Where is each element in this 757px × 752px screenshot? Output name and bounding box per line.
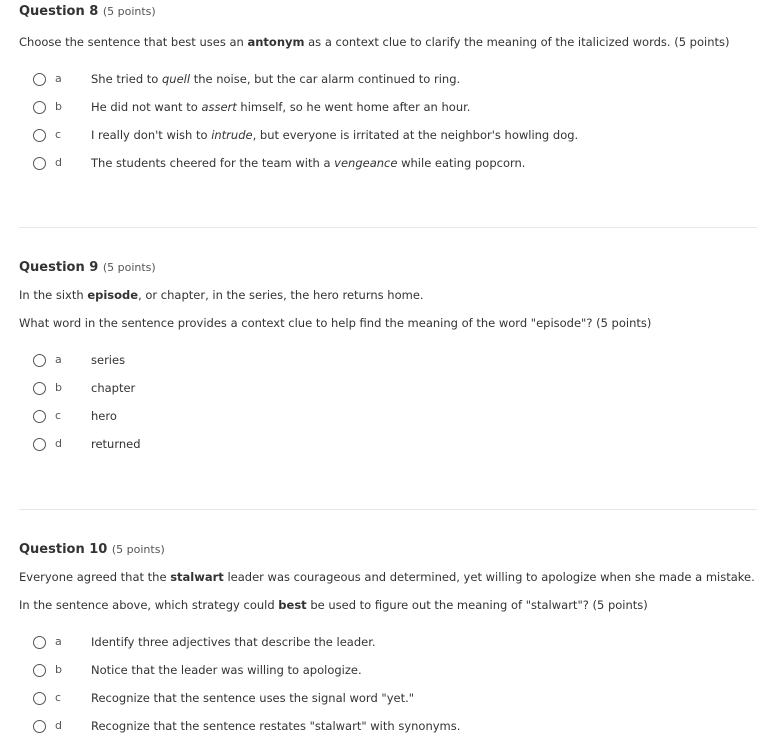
radio-button[interactable]	[33, 438, 46, 451]
option-a[interactable]	[19, 71, 757, 99]
option-letter: a	[55, 72, 62, 85]
option-letter: d	[55, 437, 62, 450]
option-b[interactable]	[19, 99, 757, 127]
radio-button[interactable]	[33, 410, 46, 423]
question-prompt: What word in the sentence provides a context clue to help find the meaning of the word "episode"? (5 points)	[19, 316, 652, 330]
answer-options	[19, 352, 757, 464]
option-text: She tried to quell the noise, but the car alarm continued to ring.	[91, 72, 461, 86]
option-letter: b	[55, 381, 62, 394]
option-letter: d	[55, 719, 62, 732]
option-a[interactable]	[19, 352, 757, 380]
question-points: (5 points)	[102, 261, 156, 274]
option-text: series	[91, 353, 126, 367]
question-title: Question 10 (5 points)	[19, 542, 165, 557]
radio-button[interactable]	[33, 664, 46, 677]
option-letter: c	[55, 691, 62, 704]
option-letter: b	[55, 663, 62, 676]
question-8	[19, 3, 757, 183]
radio-button[interactable]	[33, 354, 46, 367]
question-prompt: Choose the sentence that best uses an antonym as a context clue to clarify the meaning of the italicized words. (5 points)	[19, 35, 730, 49]
option-b[interactable]	[19, 380, 757, 408]
option-letter: c	[55, 128, 62, 141]
option-c[interactable]	[19, 408, 757, 436]
option-text: hero	[91, 409, 117, 423]
question-10	[19, 541, 757, 746]
radio-button[interactable]	[33, 382, 46, 395]
option-text: Notice that the leader was willing to apologize.	[91, 663, 362, 677]
option-text: chapter	[91, 381, 136, 395]
radio-button[interactable]	[33, 101, 46, 114]
radio-button[interactable]	[33, 129, 46, 142]
option-letter: d	[55, 156, 62, 169]
option-text: The students cheered for the team with a vengeance while eating popcorn.	[91, 156, 526, 170]
question-context: Everyone agreed that the stalwart leader was courageous and determined, yet willing to apologize when she made a mistake.	[19, 570, 755, 584]
option-text: Recognize that the sentence uses the signal word "yet."	[91, 691, 415, 705]
option-c[interactable]	[19, 690, 757, 718]
radio-button[interactable]	[33, 73, 46, 86]
option-letter: c	[55, 409, 62, 422]
option-text: returned	[91, 437, 141, 451]
radio-button[interactable]	[33, 692, 46, 705]
option-text: Recognize that the sentence restates "stalwart" with synonyms.	[91, 719, 461, 733]
option-letter: b	[55, 100, 62, 113]
option-b[interactable]	[19, 662, 757, 690]
answer-options	[19, 634, 757, 746]
question-points: (5 points)	[111, 543, 165, 556]
answer-options	[19, 71, 757, 183]
question-context: In the sixth episode, or chapter, in the series, the hero returns home.	[19, 288, 424, 302]
option-a[interactable]	[19, 634, 757, 662]
option-d[interactable]	[19, 155, 757, 183]
option-text: Identify three adjectives that describe the leader.	[91, 635, 376, 649]
radio-button[interactable]	[33, 720, 46, 733]
option-text: He did not want to assert himself, so he went home after an hour.	[91, 100, 471, 114]
question-points: (5 points)	[102, 5, 156, 18]
option-letter: a	[55, 353, 62, 366]
option-c[interactable]	[19, 127, 757, 155]
radio-button[interactable]	[33, 636, 46, 649]
question-9	[19, 259, 757, 464]
question-divider	[19, 227, 757, 228]
radio-button[interactable]	[33, 157, 46, 170]
question-title: Question 8 (5 points)	[19, 4, 156, 19]
option-d[interactable]	[19, 436, 757, 464]
question-title: Question 9 (5 points)	[19, 260, 156, 275]
option-text: I really don't wish to intrude, but everyone is irritated at the neighbor's howling dog.	[91, 128, 579, 142]
question-divider	[19, 509, 757, 510]
question-prompt: In the sentence above, which strategy could best be used to figure out the meaning of "stalwart"? (5 points)	[19, 598, 648, 612]
option-letter: a	[55, 635, 62, 648]
option-d[interactable]	[19, 718, 757, 746]
